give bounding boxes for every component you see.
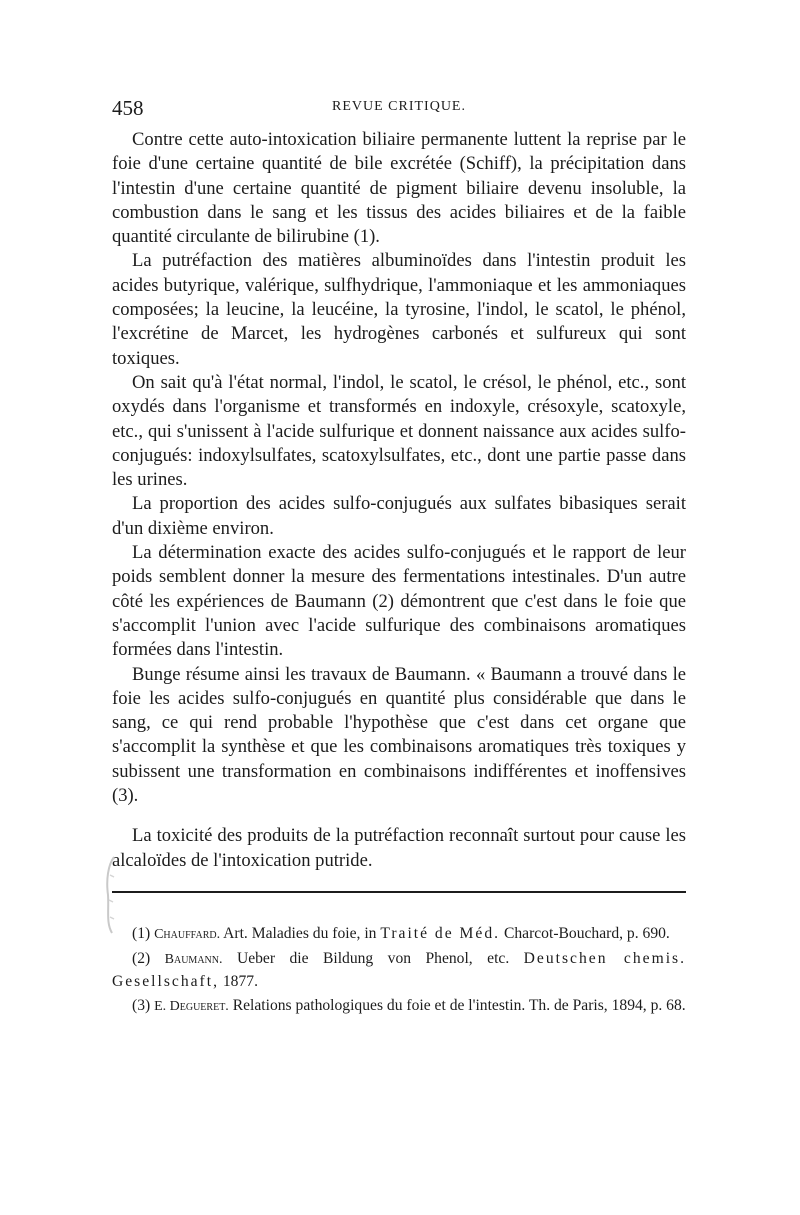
footnote-text: Ueber die Bildung von Phenol, etc. [236, 950, 510, 968]
footnote-author: Chauffard. [154, 926, 221, 942]
paragraph: On sait qu'à l'état normal, l'indol, le scatol, le crésol, le phénol, etc., sont oxydés dans l'organisme et transformés en indoxyle, crésoxyle, scatoxyle, etc., qui s'unissent à l'acide sulfurique et donnent naissance aux acides sulfo-conjugués: indoxylsulfates, scatoxylsulfates, etc., dont une partie passe dans les urines. [112, 371, 686, 491]
body-text [112, 128, 686, 873]
paragraph: La proportion des acides sulfo-conjugués aux sulfates bibasiques serait d'un dixième environ. [112, 493, 686, 539]
footnote-number: (1) [132, 924, 151, 942]
footnote-author: E. Degueret. [154, 999, 229, 1015]
footnote-2 [112, 948, 686, 992]
paragraph: Bunge résume ainsi les travaux de Baumann. « Baumann a trouvé dans le foie les acides sulfo-conjugués en quantité plus considérable que dans le sang, ce qui rend probable l'hypothèse que c'est dans cet organe que s'accomplit la synthèse et que les combinaisons aromatiques très toxiques y subissent une transformation en combinaisons indifférentes et inoffensives (3). [112, 663, 686, 807]
paragraph: La détermination exacte des acides sulfo-conjugués et le rapport de leur poids semblent donner la mesure des fermentations intestinales. D'un autre côté les expériences de Baumann (2) démontrent que c'est dans le foie que s'accomplit l'union avec l'acide sulfurique des combinaisons aromatiques formées dans l'intestin. [112, 542, 686, 661]
footnote-number: (3) [132, 997, 151, 1015]
final-paragraph: La toxicité des produits de la putréfaction reconnaît surtout pour cause les alcaloïdes de l'intoxication putride. [112, 825, 686, 871]
footnote-title: Deutschen chemis. Gesellschaft, [112, 950, 686, 990]
book-page [112, 96, 686, 1018]
running-head [112, 96, 686, 126]
footnote-text: Charcot-Bouchard, p. 690. [503, 924, 670, 942]
running-title: REVUE CRITIQUE. [332, 99, 466, 114]
footnote-number: (2) [132, 950, 151, 968]
footnotes [112, 923, 686, 1018]
footnote-divider [112, 891, 686, 893]
footnote-3 [112, 995, 686, 1018]
footnote-1 [112, 923, 686, 946]
footnote-author: Baumann. [164, 952, 223, 968]
page-number: 458 [112, 96, 144, 120]
footnote-title: Traité de Méd. [380, 924, 501, 942]
paragraph: Contre cette auto-intoxication biliaire permanente luttent la reprise par le foie d'une certaine quantité de bile excrétée (Schiff), la précipitation dans l'intestin d'une certaine quantité de pigment biliaire devenu insoluble, la combustion dans le sang et les tissus des acides biliaires et de la faible quantité circulante de bilirubine (1). [112, 129, 686, 248]
margin-bracket-mark [100, 855, 120, 935]
paragraph: La putréfaction des matières albuminoïdes dans l'intestin produit les acides butyrique, valérique, sulfhydrique, l'ammoniaque et les ammoniaques composées; la leucine, la leucéine, la tyrosine, l'indol, le scatol, le phénol, l'excrétine de Marcet, les hydrogènes carbonés et sulfureux qui sont toxiques. [112, 250, 686, 369]
footnote-text: 1877. [222, 972, 258, 990]
footnote-text: Relations pathologiques du foie et de l'intestin. Th. de Paris, 1894, p. 68. [232, 997, 686, 1015]
footnote-text: Art. Maladies du foie, in [223, 924, 377, 942]
